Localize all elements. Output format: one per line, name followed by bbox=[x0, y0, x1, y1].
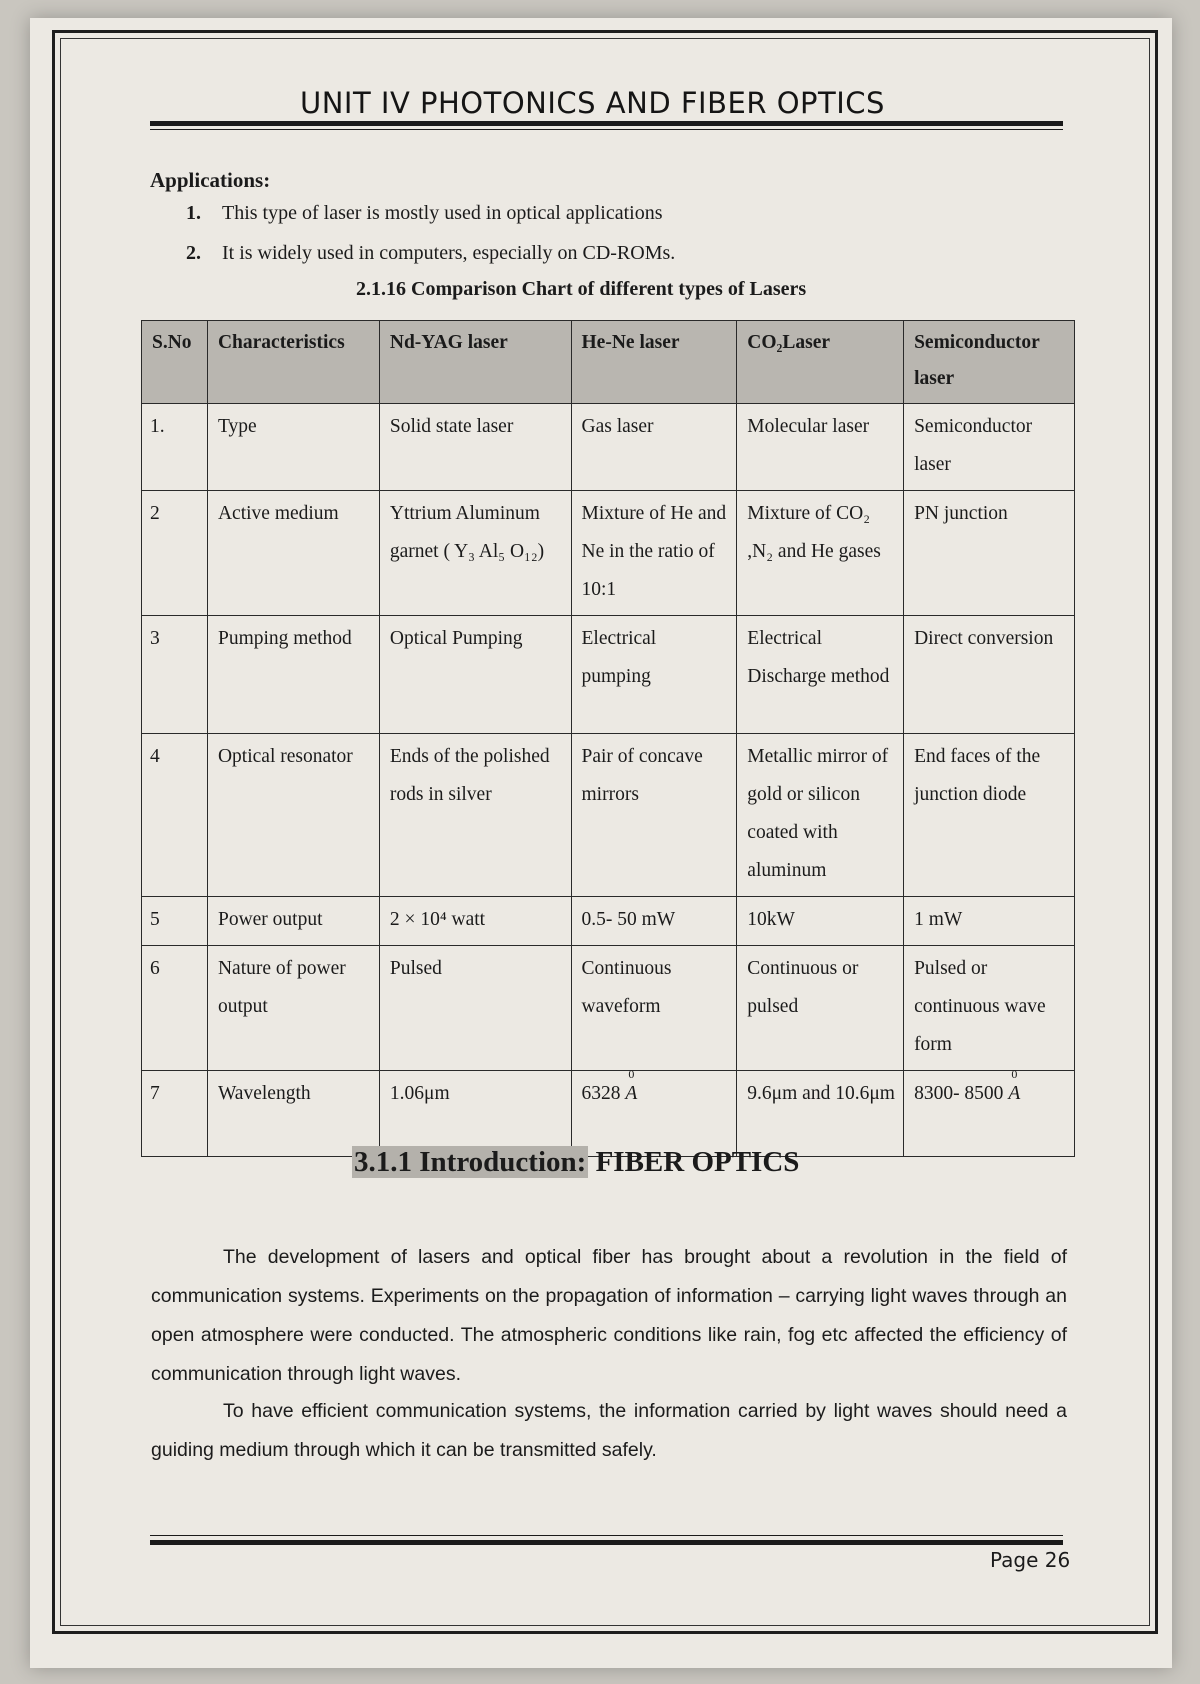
list-item-number: 1. bbox=[186, 202, 201, 224]
cell-semiconductor: End faces of the junction diode bbox=[904, 734, 1075, 897]
page-number: Page 26 bbox=[990, 1548, 1071, 1572]
cell-co2: 9.6μm and 10.6μm bbox=[737, 1071, 904, 1157]
list-item bbox=[186, 202, 675, 242]
cell-semiconductor: Semiconductor laser bbox=[904, 404, 1075, 491]
table-header-row bbox=[142, 321, 1075, 404]
cell-co2: Electrical Discharge method bbox=[737, 616, 904, 734]
cell-characteristic: Optical resonator bbox=[207, 734, 379, 897]
header-co2: CO₂Laser bbox=[737, 321, 904, 404]
footer-rule bbox=[150, 1540, 1063, 1545]
cell-nd-yag: 2 × 10⁴ watt bbox=[379, 897, 571, 946]
cell-co2: Molecular laser bbox=[737, 404, 904, 491]
cell-he-ne: Electrical pumping bbox=[571, 616, 737, 734]
header-characteristics: Characteristics bbox=[207, 321, 379, 404]
angstrom-unit: 0 A bbox=[625, 1075, 637, 1113]
cell-characteristic: Nature of power output bbox=[207, 946, 379, 1071]
table-row bbox=[142, 616, 1075, 734]
cell-co2: Metallic mirror of gold or silicon coated with aluminum bbox=[737, 734, 904, 897]
cell-characteristic: Power output bbox=[207, 897, 379, 946]
cell-semiconductor: PN junction bbox=[904, 491, 1075, 616]
table-row bbox=[142, 491, 1075, 616]
cell-he-ne: Pair of concave mirrors bbox=[571, 734, 737, 897]
cell-he-ne: Mixture of He and Ne in the ratio of 10:1 bbox=[571, 491, 737, 616]
intro-paragraph-2: To have efficient communication systems, the information carried by light waves should need a guiding medium through which it can be transmitted safely. bbox=[151, 1400, 1067, 1461]
page-header-title: UNIT IV PHOTONICS AND FIBER OPTICS bbox=[300, 86, 885, 120]
comparison-chart-title: 2.1.16 Comparison Chart of different types of Lasers bbox=[356, 278, 807, 300]
cell-semiconductor: 8300- 8500 0 A bbox=[904, 1071, 1075, 1157]
cell-sno: 2 bbox=[142, 491, 208, 616]
header-sno: S.No bbox=[142, 321, 208, 404]
cell-co2: Continuous or pulsed bbox=[737, 946, 904, 1071]
fiber-optics-heading bbox=[352, 1146, 799, 1179]
header-rule bbox=[150, 121, 1063, 126]
cell-nd-yag: Ends of the polished rods in silver bbox=[379, 734, 571, 897]
header-he-ne: He-Ne laser bbox=[571, 321, 737, 404]
cell-sno: 3 bbox=[142, 616, 208, 734]
table-row bbox=[142, 404, 1075, 491]
cell-nd-yag: Solid state laser bbox=[379, 404, 571, 491]
header-nd-yag: Nd-YAG laser bbox=[379, 321, 571, 404]
cell-sno: 6 bbox=[142, 946, 208, 1071]
list-item-text: It is widely used in computers, especially on CD-ROMs. bbox=[222, 242, 676, 264]
cell-co2: Mixture of CO₂ ,N₂ and He gases bbox=[737, 491, 904, 616]
cell-co2: 10kW bbox=[737, 897, 904, 946]
footer-rule-thin bbox=[150, 1535, 1063, 1536]
cell-semiconductor: Pulsed or continuous wave form bbox=[904, 946, 1075, 1071]
section-number-label: 3.1.1 Introduction: bbox=[354, 1146, 587, 1178]
list-item bbox=[186, 242, 675, 282]
list-item-text: This type of laser is mostly used in optical applications bbox=[222, 202, 663, 224]
intro-paragraph-1: The development of lasers and optical fiber has brought about a revolution in the field of communication systems. Experiments on the propagation of information – carrying light waves through an open atmosphere were conducted. The atmospheric conditions like rain, fog etc affected the efficiency of communication through light waves. bbox=[151, 1246, 1067, 1385]
table-row bbox=[142, 1071, 1075, 1157]
cell-semiconductor: 1 mW bbox=[904, 897, 1075, 946]
list-item-number: 2. bbox=[186, 242, 201, 264]
header-semiconductor: Semiconductor laser bbox=[904, 321, 1075, 404]
table-row bbox=[142, 897, 1075, 946]
cell-sno: 4 bbox=[142, 734, 208, 897]
angstrom-unit: 0 A bbox=[1008, 1075, 1020, 1113]
cell-sno: 1. bbox=[142, 404, 208, 491]
cell-characteristic: Active medium bbox=[207, 491, 379, 616]
header-rule-thin bbox=[150, 129, 1063, 130]
cell-he-ne: Gas laser bbox=[571, 404, 737, 491]
table-row bbox=[142, 734, 1075, 897]
laser-comparison-table bbox=[141, 320, 1075, 1157]
cell-nd-yag: Pulsed bbox=[379, 946, 571, 1071]
cell-characteristic: Wavelength bbox=[207, 1071, 379, 1157]
applications-heading: Applications: bbox=[150, 168, 271, 192]
cell-sno: 5 bbox=[142, 897, 208, 946]
cell-sno: 7 bbox=[142, 1071, 208, 1157]
table-row bbox=[142, 946, 1075, 1071]
section-topic: FIBER OPTICS bbox=[595, 1146, 800, 1178]
cell-characteristic: Pumping method bbox=[207, 616, 379, 734]
applications-list bbox=[186, 202, 675, 282]
cell-nd-yag: Yttrium Aluminum garnet ( Y₃ Al₅ O₁₂) bbox=[379, 491, 571, 616]
cell-he-ne: 6328 0 A bbox=[571, 1071, 737, 1157]
cell-he-ne: 0.5- 50 mW bbox=[571, 897, 737, 946]
cell-he-ne: Continuous waveform bbox=[571, 946, 737, 1071]
cell-nd-yag: Optical Pumping bbox=[379, 616, 571, 734]
cell-nd-yag: 1.06μm bbox=[379, 1071, 571, 1157]
cell-semiconductor: Direct conversion bbox=[904, 616, 1075, 734]
cell-characteristic: Type bbox=[207, 404, 379, 491]
